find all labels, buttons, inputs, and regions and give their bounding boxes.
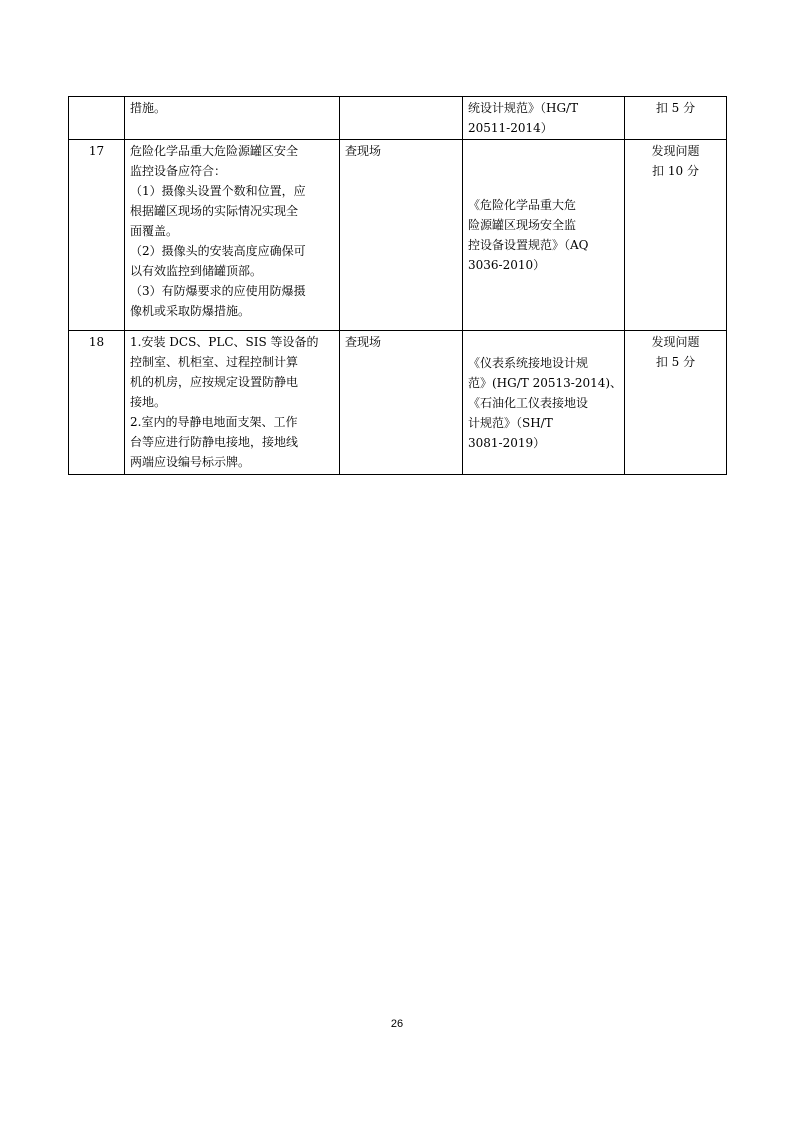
text-line: （3）有防爆要求的应使用防爆摄: [130, 284, 306, 298]
text-line: 扣 5 分: [655, 101, 696, 115]
text-line: 扣 10 分: [652, 164, 699, 178]
text-line: 像机或采取防爆措施。: [130, 304, 251, 318]
text-line: 3081-2019）: [468, 435, 546, 450]
text-line: 范》(HG/T 20513-2014)、: [468, 375, 623, 390]
requirement-text: [125, 97, 340, 140]
text-line: 控设备设置规范》（AQ: [468, 238, 589, 252]
check-method: 查现场: [340, 331, 463, 475]
text-line: 危险化学品重大危险源罐区安全: [130, 144, 299, 158]
text-line: 统设计规范》（HG/T: [468, 101, 579, 115]
text-line: 《石油化工仪表接地设: [468, 395, 589, 410]
text-line: 控制室、机柜室、过程控制计算: [130, 355, 299, 369]
item-number: 18: [69, 331, 125, 475]
requirements-table: [68, 96, 727, 475]
text-line: 以有效监控到储罐顶部。: [130, 264, 263, 278]
text-line: 发现问题: [651, 144, 700, 158]
penalty-text: [625, 331, 727, 475]
text-line: 根据罐区现场的实际情况实现全: [130, 204, 299, 218]
table-row: [69, 331, 727, 475]
penalty-text: [625, 97, 727, 140]
text-line: 3036-2010）: [468, 258, 546, 272]
text-line: 台等应进行防静电接地，接地线: [130, 435, 299, 449]
text-line: 发现问题: [651, 335, 700, 349]
text-line: （1）摄像头设置个数和位置，应: [130, 184, 306, 198]
text-line: 扣 5 分: [655, 355, 696, 369]
text-line: 险源罐区现场安全监: [468, 218, 577, 232]
penalty-text: [625, 140, 727, 331]
item-number: [69, 97, 125, 140]
item-number: 17: [69, 140, 125, 331]
check-method: 查现场: [340, 140, 463, 331]
text-line: 机的机房，应按规定设置防静电: [130, 375, 299, 389]
table-row: [69, 140, 727, 331]
requirement-text: [125, 331, 340, 475]
text-line: 两端应设编号标示牌。: [130, 455, 251, 469]
text-line: 措施。: [130, 101, 167, 115]
text-line: 《仪表系统接地设计规: [468, 355, 589, 370]
text-line: 接地。: [130, 395, 167, 409]
text-line: 2.室内的导静电地面支架、工作: [130, 415, 298, 429]
text-line: 20511-2014）: [468, 121, 553, 135]
reference-standard: [463, 140, 625, 331]
reference-standard: [463, 331, 625, 475]
text-line: （2）摄像头的安装高度应确保可: [130, 244, 306, 258]
text-line: 《危险化学品重大危: [468, 198, 577, 212]
page-number: 26: [390, 1018, 404, 1030]
requirement-text: [125, 140, 340, 331]
reference-standard: [463, 97, 625, 140]
text-line: 监控设备应符合：: [130, 164, 227, 178]
text-line: 面覆盖。: [130, 224, 179, 238]
check-method: [340, 97, 463, 140]
text-line: 计规范》（SH/T: [468, 415, 553, 430]
text-line: 1.安装 DCS、PLC、SIS 等设备的: [130, 335, 319, 349]
table-row: [69, 97, 727, 140]
